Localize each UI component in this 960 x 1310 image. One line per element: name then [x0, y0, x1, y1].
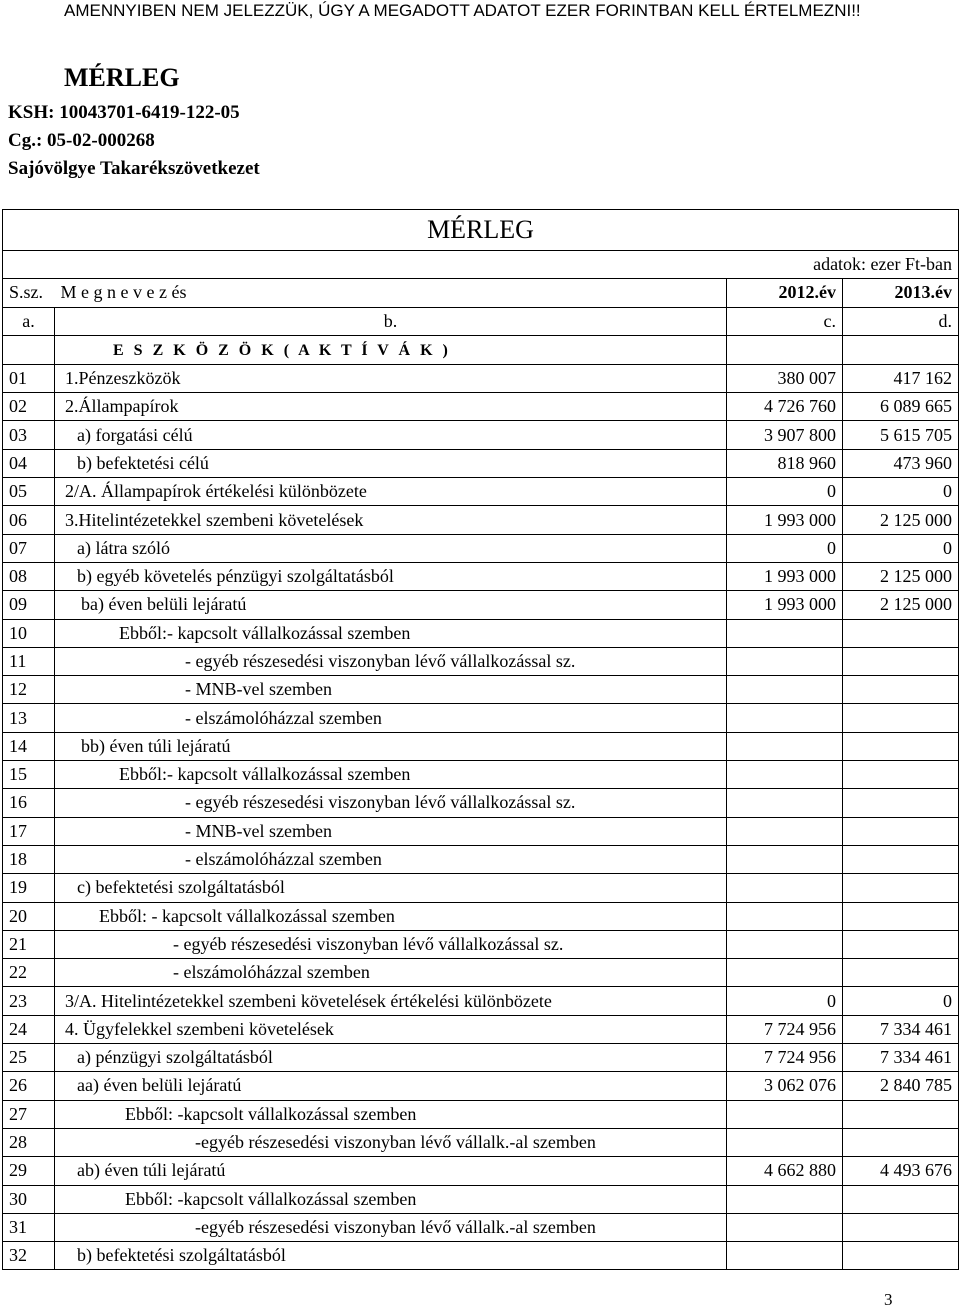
balance-sheet-table [2, 209, 959, 1270]
row-value-2012 [727, 1185, 843, 1213]
row-value-2013 [843, 789, 959, 817]
row-value-2013: 473 960 [843, 449, 959, 477]
row-value-2013 [843, 761, 959, 789]
row-value-2012: 7 724 956 [727, 1015, 843, 1043]
row-number: 21 [3, 930, 55, 958]
row-label: - elszámolóházzal szemben [55, 704, 727, 732]
row-label: - MNB-vel szemben [55, 676, 727, 704]
row-value-2012: 3 062 076 [727, 1072, 843, 1100]
section-empty-2013 [843, 335, 959, 364]
row-label: 4. Ügyfelekkel szembeni követelések [55, 1015, 727, 1043]
table-row [3, 562, 959, 590]
row-number: 14 [3, 732, 55, 760]
table-row [3, 1213, 959, 1241]
row-value-2012 [727, 704, 843, 732]
table-row [3, 930, 959, 958]
row-value-2013: 5 615 705 [843, 421, 959, 449]
row-value-2012 [727, 930, 843, 958]
table-row [3, 506, 959, 534]
row-value-2012 [727, 902, 843, 930]
row-value-2013: 0 [843, 987, 959, 1015]
table-row [3, 987, 959, 1015]
row-label: ba) éven belüli lejáratú [55, 591, 727, 619]
row-value-2013 [843, 930, 959, 958]
row-number: 24 [3, 1015, 55, 1043]
row-number: 32 [3, 1242, 55, 1270]
row-label: 1.Pénzeszközök [55, 364, 727, 392]
row-value-2013: 0 [843, 478, 959, 506]
row-number: 01 [3, 364, 55, 392]
table-title-row [3, 210, 959, 251]
row-value-2012 [727, 732, 843, 760]
row-number: 03 [3, 421, 55, 449]
table-row [3, 393, 959, 421]
row-value-2013 [843, 732, 959, 760]
letter-a: a. [3, 307, 55, 335]
organization-name: Sajóvölgye Takarékszövetkezet [8, 158, 260, 179]
row-value-2012: 1 993 000 [727, 506, 843, 534]
row-value-2013 [843, 1100, 959, 1128]
table-title: MÉRLEG [3, 210, 959, 251]
row-number: 08 [3, 562, 55, 590]
letter-d: d. [843, 307, 959, 335]
row-number: 28 [3, 1128, 55, 1156]
row-label: Ebből: -kapcsolt vállalkozással szemben [55, 1185, 727, 1213]
row-value-2013 [843, 1185, 959, 1213]
row-value-2013 [843, 619, 959, 647]
row-number: 19 [3, 874, 55, 902]
row-value-2012: 380 007 [727, 364, 843, 392]
table-row [3, 902, 959, 930]
row-label: a) forgatási célú [55, 421, 727, 449]
table-row [3, 1072, 959, 1100]
row-value-2012: 0 [727, 987, 843, 1015]
section-title: E S Z K Ö Z Ö K ( A K T Í V Á K ) [113, 341, 451, 359]
row-label: - elszámolóházzal szemben [55, 959, 727, 987]
row-value-2012 [727, 1213, 843, 1241]
row-value-2013: 7 334 461 [843, 1015, 959, 1043]
row-number: 26 [3, 1072, 55, 1100]
row-value-2013: 2 125 000 [843, 562, 959, 590]
row-label: b) befektetési célú [55, 449, 727, 477]
row-label: - egyéb részesedési viszonyban lévő vállalkozással sz. [55, 789, 727, 817]
row-value-2013 [843, 817, 959, 845]
row-value-2013 [843, 704, 959, 732]
row-number: 30 [3, 1185, 55, 1213]
table-row [3, 534, 959, 562]
row-number: 02 [3, 393, 55, 421]
row-value-2012 [727, 874, 843, 902]
row-value-2012 [727, 817, 843, 845]
row-value-2012 [727, 1242, 843, 1270]
table-row [3, 449, 959, 477]
row-value-2012: 1 993 000 [727, 562, 843, 590]
row-label: - egyéb részesedési viszonyban lévő vállalkozással sz. [55, 930, 727, 958]
header-2012: 2012.év [727, 279, 843, 307]
units-row [3, 251, 959, 279]
row-number: 25 [3, 1044, 55, 1072]
table-row [3, 1100, 959, 1128]
table-row [3, 732, 959, 760]
table-row [3, 478, 959, 506]
row-number: 10 [3, 619, 55, 647]
row-value-2012 [727, 676, 843, 704]
table-row [3, 591, 959, 619]
row-label: Ebből:- kapcsolt vállalkozással szemben [55, 761, 727, 789]
table-row [3, 845, 959, 873]
table-row [3, 1242, 959, 1270]
row-label: -egyéb részesedési viszonyban lévő vállalk.-al szemben [55, 1213, 727, 1241]
row-value-2012: 0 [727, 478, 843, 506]
letters-row [3, 307, 959, 335]
row-value-2012 [727, 647, 843, 675]
row-value-2012: 0 [727, 534, 843, 562]
table-row [3, 1128, 959, 1156]
row-label: -egyéb részesedési viszonyban lévő vállalk.-al szemben [55, 1128, 727, 1156]
row-value-2012 [727, 761, 843, 789]
row-label: aa) éven belüli lejáratú [55, 1072, 727, 1100]
header-2013: 2013.év [843, 279, 959, 307]
table-row [3, 421, 959, 449]
row-number: 09 [3, 591, 55, 619]
table-row [3, 761, 959, 789]
header-row [3, 279, 959, 307]
row-value-2012 [727, 789, 843, 817]
row-label: - egyéb részesedési viszonyban lévő vállalkozással sz. [55, 647, 727, 675]
row-number: 15 [3, 761, 55, 789]
header-ssz: S.sz. [3, 279, 55, 307]
row-value-2012 [727, 619, 843, 647]
row-value-2012 [727, 1100, 843, 1128]
row-number: 06 [3, 506, 55, 534]
row-label: c) befektetési szolgáltatásból [55, 874, 727, 902]
row-number: 27 [3, 1100, 55, 1128]
row-label: bb) éven túli lejáratú [55, 732, 727, 760]
row-number: 12 [3, 676, 55, 704]
row-label: Ebből:- kapcsolt vállalkozással szemben [55, 619, 727, 647]
table-row [3, 959, 959, 987]
table-row [3, 789, 959, 817]
row-number: 07 [3, 534, 55, 562]
document-title: MÉRLEG [64, 63, 180, 92]
row-label: 2/A. Állampapírok értékelési különbözete [55, 478, 727, 506]
row-label: 3/A. Hitelintézetekkel szembeni követelések értékelési különbözete [55, 987, 727, 1015]
row-number: 29 [3, 1157, 55, 1185]
row-value-2012: 7 724 956 [727, 1044, 843, 1072]
row-value-2013 [843, 1213, 959, 1241]
row-label: - elszámolóházzal szemben [55, 845, 727, 873]
row-value-2013: 6 089 665 [843, 393, 959, 421]
row-value-2012: 4 726 760 [727, 393, 843, 421]
row-value-2013: 4 493 676 [843, 1157, 959, 1185]
row-label: 2.Állampapírok [55, 393, 727, 421]
row-label: ab) éven túli lejáratú [55, 1157, 727, 1185]
row-number: 20 [3, 902, 55, 930]
row-number: 18 [3, 845, 55, 873]
section-number-cell [3, 335, 55, 364]
row-value-2013: 7 334 461 [843, 1044, 959, 1072]
table-row [3, 364, 959, 392]
row-value-2012 [727, 1128, 843, 1156]
row-value-2013 [843, 1128, 959, 1156]
row-value-2013 [843, 845, 959, 873]
table-row [3, 817, 959, 845]
row-value-2012 [727, 959, 843, 987]
row-value-2013: 0 [843, 534, 959, 562]
row-label: a) pénzügyi szolgáltatásból [55, 1044, 727, 1072]
row-label: b) egyéb követelés pénzügyi szolgáltatásból [55, 562, 727, 590]
page-number: 3 [884, 1290, 893, 1309]
row-value-2013 [843, 1242, 959, 1270]
header-name: M e g n e v e z és [55, 279, 727, 307]
row-value-2012: 1 993 000 [727, 591, 843, 619]
row-label: Ebből: -kapcsolt vállalkozással szemben [55, 1100, 727, 1128]
row-number: 04 [3, 449, 55, 477]
row-value-2012: 818 960 [727, 449, 843, 477]
units-label: adatok: ezer Ft-ban [3, 251, 959, 279]
row-label: a) látra szóló [55, 534, 727, 562]
row-label: b) befektetési szolgáltatásból [55, 1242, 727, 1270]
row-value-2012: 3 907 800 [727, 421, 843, 449]
table-row [3, 619, 959, 647]
section-label [55, 335, 727, 364]
row-label: 3.Hitelintézetekkel szembeni követelések [55, 506, 727, 534]
row-value-2013 [843, 902, 959, 930]
section-empty-2012 [727, 335, 843, 364]
warning-text: AMENNYIBEN NEM JELEZZÜK, ÚGY A MEGADOTT ADATOT EZER FORINTBAN KELL ÉRTELMEZNI!! [64, 1, 861, 20]
row-number: 13 [3, 704, 55, 732]
table-row [3, 704, 959, 732]
table-row [3, 1157, 959, 1185]
letter-c: c. [727, 307, 843, 335]
row-number: 11 [3, 647, 55, 675]
company-registry-number: Cg.: 05-02-000268 [8, 130, 155, 151]
ksh-number: KSH: 10043701-6419-122-05 [8, 102, 240, 123]
table-row [3, 676, 959, 704]
row-value-2013: 417 162 [843, 364, 959, 392]
row-value-2013 [843, 647, 959, 675]
row-value-2013 [843, 874, 959, 902]
row-value-2013 [843, 959, 959, 987]
row-number: 31 [3, 1213, 55, 1241]
row-number: 05 [3, 478, 55, 506]
row-number: 17 [3, 817, 55, 845]
table-row [3, 1044, 959, 1072]
row-value-2013: 2 125 000 [843, 506, 959, 534]
row-value-2012 [727, 845, 843, 873]
row-label: - MNB-vel szemben [55, 817, 727, 845]
row-label: Ebből: - kapcsolt vállalkozással szemben [55, 902, 727, 930]
row-value-2012: 4 662 880 [727, 1157, 843, 1185]
letter-b: b. [55, 307, 727, 335]
row-value-2013: 2 125 000 [843, 591, 959, 619]
table-row [3, 1015, 959, 1043]
table-row [3, 874, 959, 902]
table-row [3, 1185, 959, 1213]
row-number: 16 [3, 789, 55, 817]
table-row [3, 647, 959, 675]
row-value-2013: 2 840 785 [843, 1072, 959, 1100]
section-row [3, 335, 959, 364]
row-number: 23 [3, 987, 55, 1015]
row-value-2013 [843, 676, 959, 704]
row-number: 22 [3, 959, 55, 987]
